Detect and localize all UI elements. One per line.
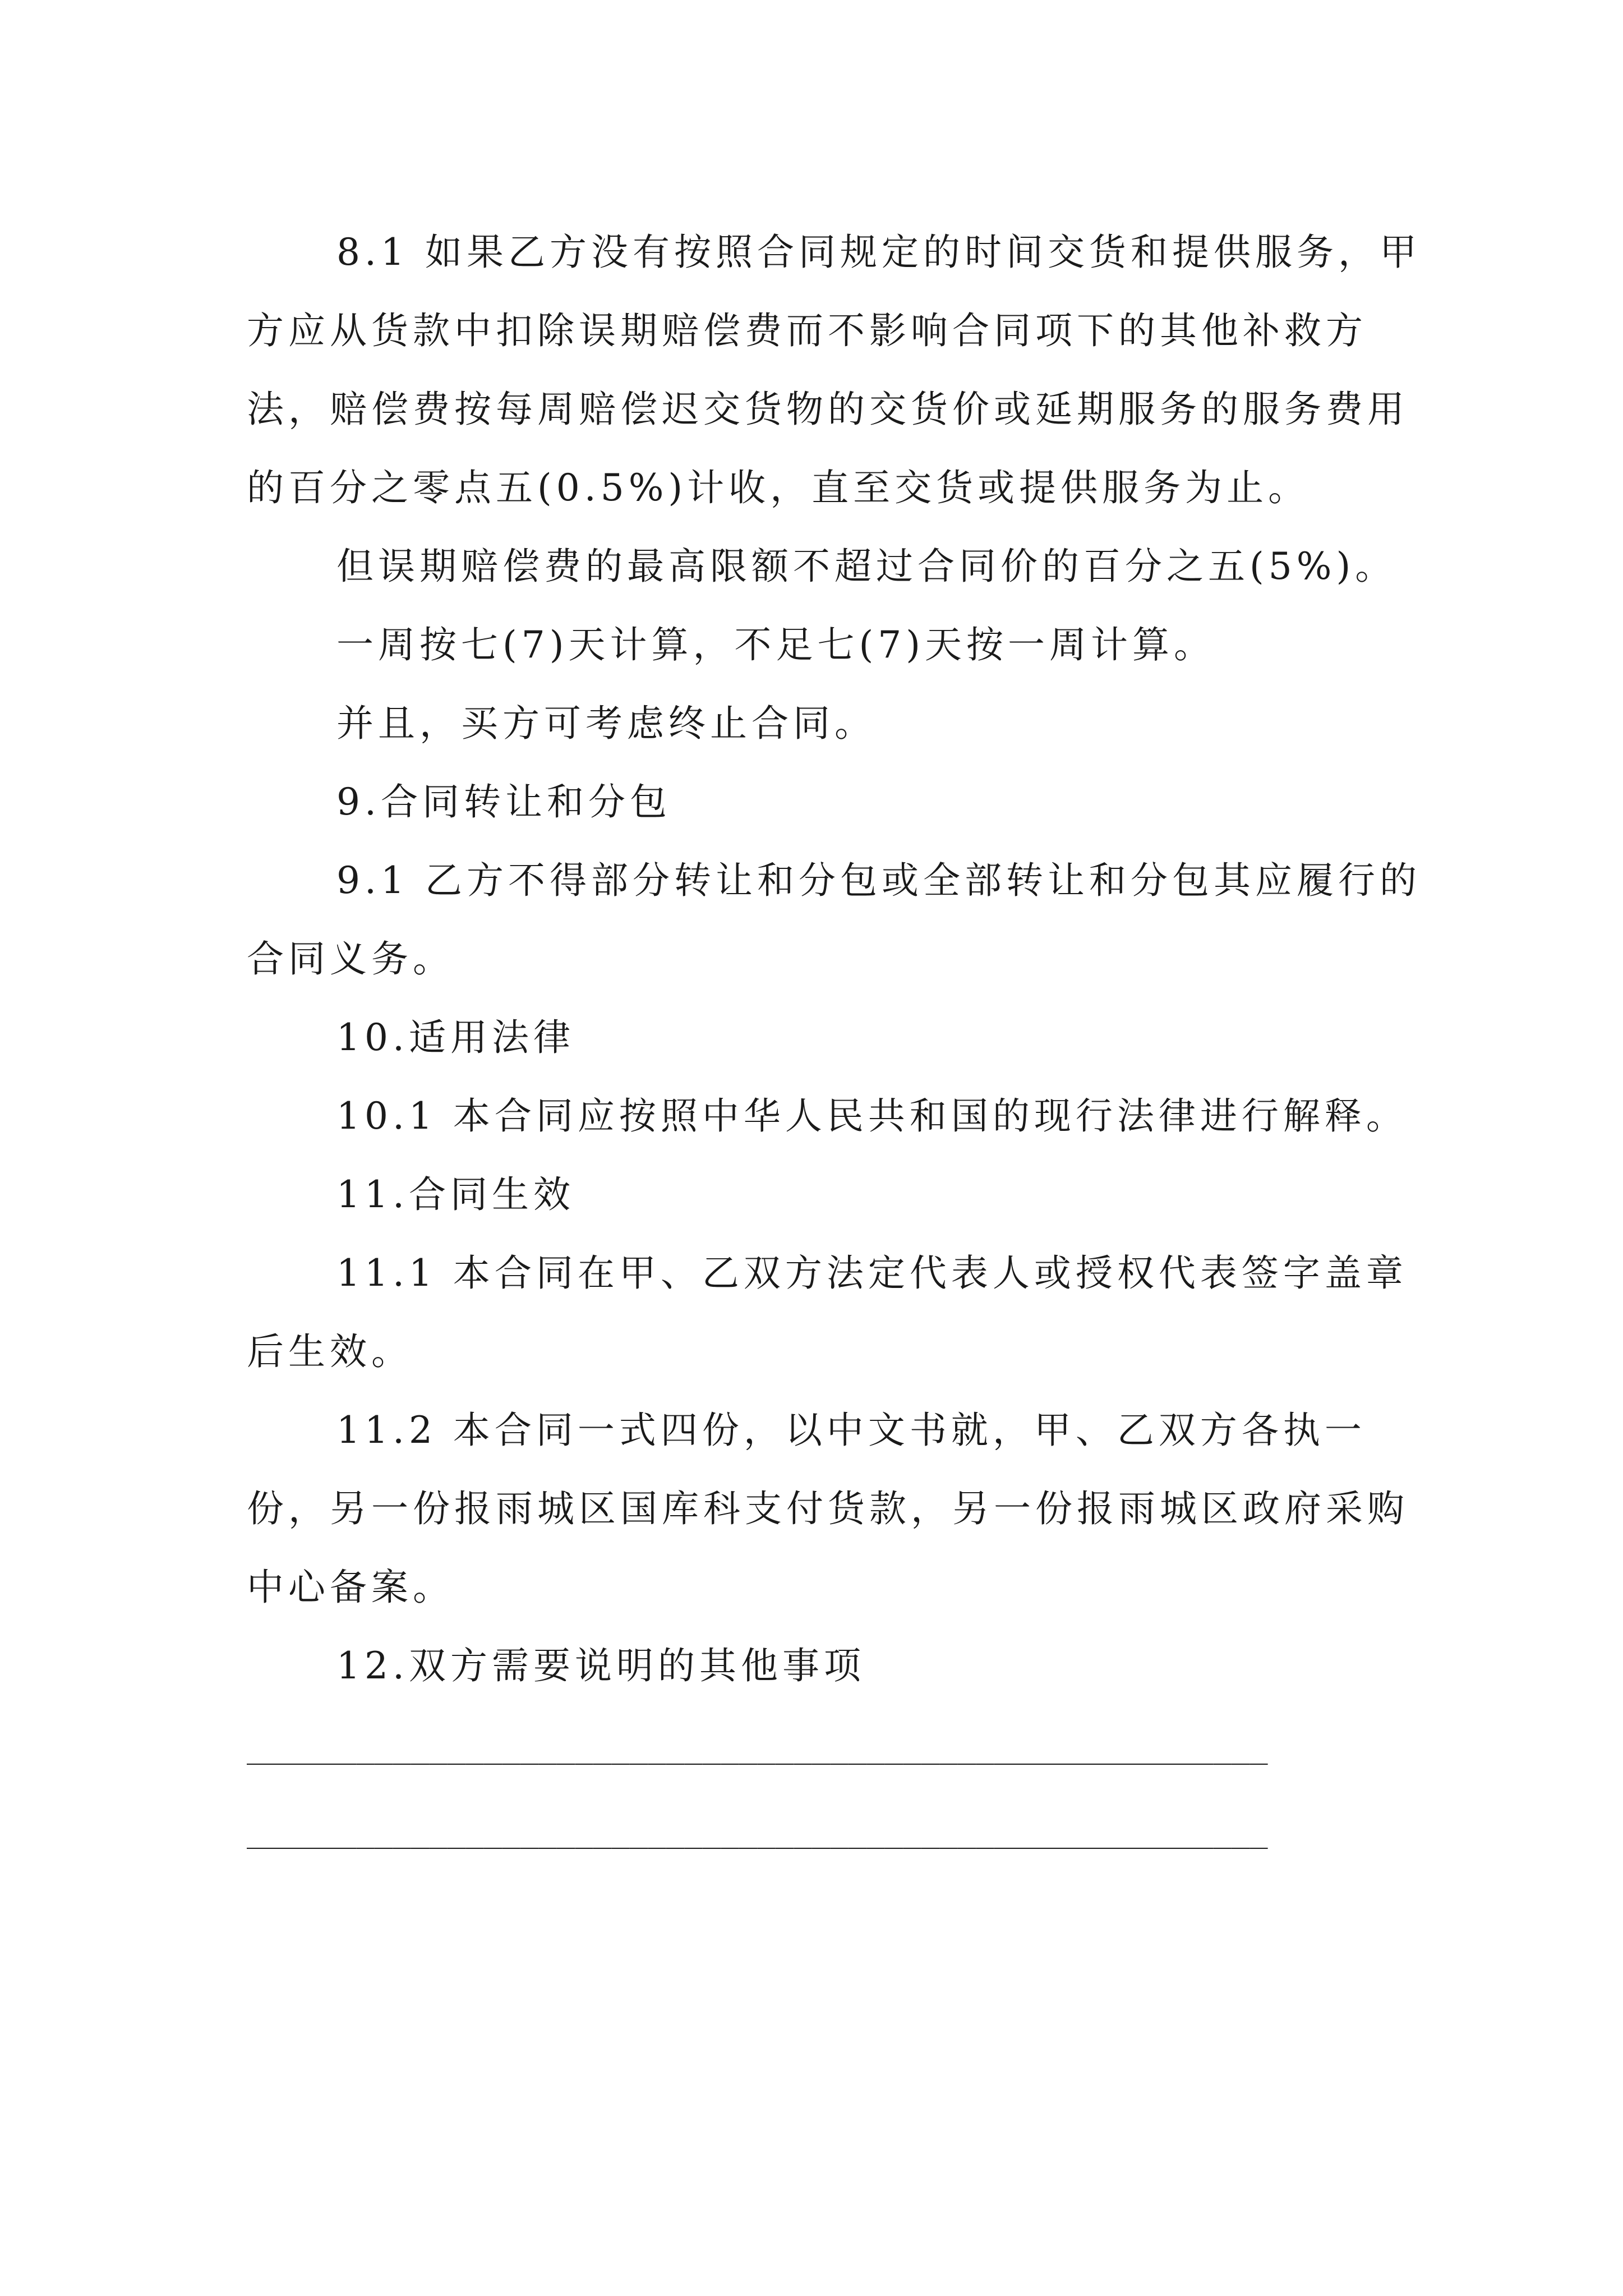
clause-11-1: 11.1 本合同在甲、乙双方法定代表人或授权代表签字盖章后生效。 [247,1251,1408,1373]
fill-in-line-1: ________________________________________________________ [247,1729,1268,1765]
clause-8-1-termination: 并且，买方可考虑终止合同。 [336,702,876,745]
clause-8-1-week-rule: 一周按七(7)天计算，不足七(7)天按一周计算。 [336,623,1215,666]
section-11-heading: 11.合同生效 [336,1173,575,1216]
clause-11-2: 11.2 本合同一式四份，以中文书就，甲、乙双方各执一份，另一份报雨城区国库科支付货款，另一份报雨城区政府采购中心备案。 [247,1409,1409,1609]
section-12-heading: 12.双方需要说明的其他事项 [336,1644,865,1687]
clause-10-1: 10.1 本合同应按照中华人民共和国的现行法律进行解释。 [336,1094,1408,1138]
section-10-heading: 10.适用法律 [336,1016,575,1059]
clause-8-1: 8.1 如果乙方没有按照合同规定的时间交货和提供服务，甲方应从货款中扣除误期赔偿费而不影响合同项下的其他补救方法，赔偿费按每周赔偿迟交货物的交货价或延期服务的服务费用的百分之零点五(0.5%)计收，直至交货或提供服务为止。 [247,231,1421,509]
document-body [247,213,1430,1874]
section-9-heading: 9.合同转让和分包 [336,780,671,823]
fill-in-line-2: ________________________________________________________ [247,1814,1268,1849]
clause-8-1-cap: 但误期赔偿费的最高限额不超过合同价的百分之五(5%)。 [336,545,1397,588]
clause-9-1: 9.1 乙方不得部分转让和分包或全部转让和分包其应履行的合同义务。 [247,859,1421,981]
